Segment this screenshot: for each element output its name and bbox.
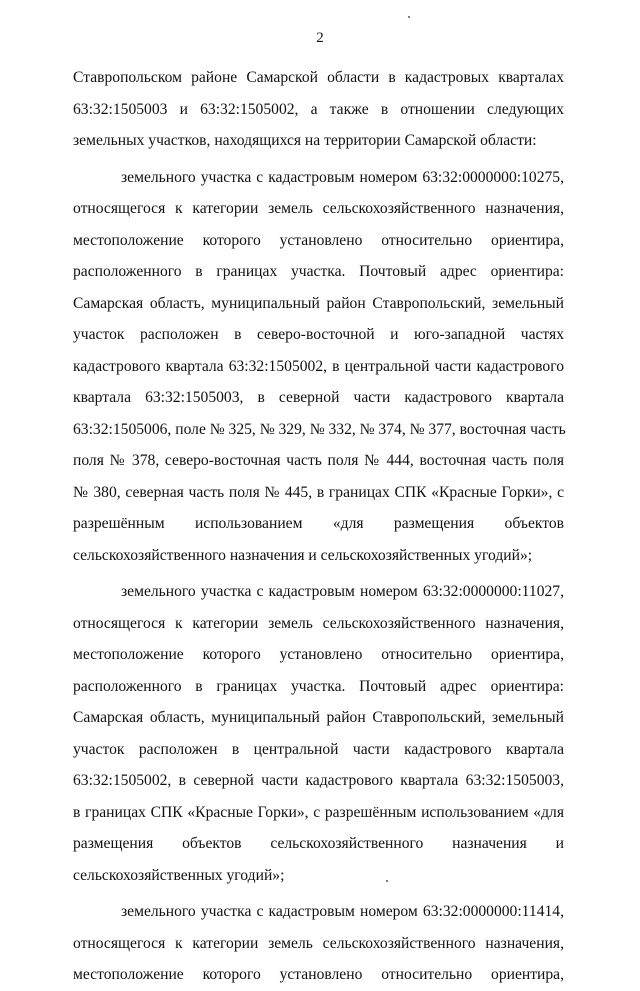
paragraph-land-plot-11414 (73, 896, 564, 991)
scan-speck (408, 16, 410, 18)
text-line: расположенного в границах участка. Почтовый адрес ориентира: (73, 263, 564, 280)
text-line: Ставропольском районе Самарской области в кадастровых кварталах (73, 69, 564, 86)
text-line: местоположение которого установлено относительно ориентира, (73, 966, 564, 983)
text-line: Самарская область, муниципальный район Ставропольский, земельный (73, 709, 564, 726)
text-line: участок расположен в северо-восточной и юго-западной частях (73, 326, 564, 343)
text-line: в границах СПК «Красные Горки», с разрешённым использованием «для (73, 803, 564, 821)
paragraph-continuation (73, 62, 564, 157)
text-line: относящегося к категории земель сельскохозяйственного назначения, (73, 614, 564, 632)
text-line: 63:32:1505003 и 63:32:1505002, а также в отношении следующих (73, 100, 564, 118)
paragraph-land-plot-11027 (73, 576, 564, 891)
scan-speck (386, 880, 388, 882)
text-line: относящегося к категории земель сельскохозяйственного назначения, (73, 934, 564, 952)
text-line: Самарская область, муниципальный район Ставропольский, земельный (73, 294, 564, 312)
text-line: квартала 63:32:1505003, в северной части кадастрового квартала (73, 389, 564, 406)
text-line: участок расположен в центральной части кадастрового квартала (73, 740, 564, 758)
document-body (73, 62, 564, 991)
paragraph-land-plot-10275 (73, 162, 564, 572)
text-line: земельных участков, находящихся на территории Самарской области: (73, 132, 537, 149)
page-number: 2 (316, 30, 324, 46)
text-line: сельскохозяйственного назначения и сельскохозяйственных угодий»; (73, 546, 533, 564)
text-line: 63:32:1505006, поле № 325, № 329, № 332, № 374, № 377, восточная часть (73, 420, 566, 438)
text-line: земельного участка с кадастровым номером 63:32:0000000:10275, (121, 168, 564, 186)
text-line: разрешённым использованием «для размещения объектов (73, 515, 564, 532)
text-line: сельскохозяйственных угодий»; (73, 866, 285, 884)
text-line: местоположение которого установлено относительно ориентира, (73, 231, 564, 249)
text-line: земельного участка с кадастровым номером 63:32:0000000:11414, (121, 903, 564, 920)
text-line: местоположение которого установлено относительно ориентира, (73, 646, 564, 663)
text-line: расположенного в границах участка. Почтовый адрес ориентира: (73, 677, 564, 695)
text-line: земельного участка с кадастровым номером 63:32:0000000:11027, (121, 583, 564, 600)
text-line: 63:32:1505002, в северной части кадастрового квартала 63:32:1505003, (73, 772, 564, 789)
text-line: размещения объектов сельскохозяйственного назначения и (73, 835, 564, 852)
text-line: поля № 378, северо-восточная часть поля № 444, восточная часть поля (73, 452, 564, 469)
text-line: кадастрового квартала 63:32:1505002, в центральной части кадастрового (73, 357, 564, 375)
text-line: № 380, северная часть поля № 445, в границах СПК «Красные Горки», с (73, 483, 564, 501)
text-line: относящегося к категории земель сельскохозяйственного назначения, (73, 200, 564, 217)
